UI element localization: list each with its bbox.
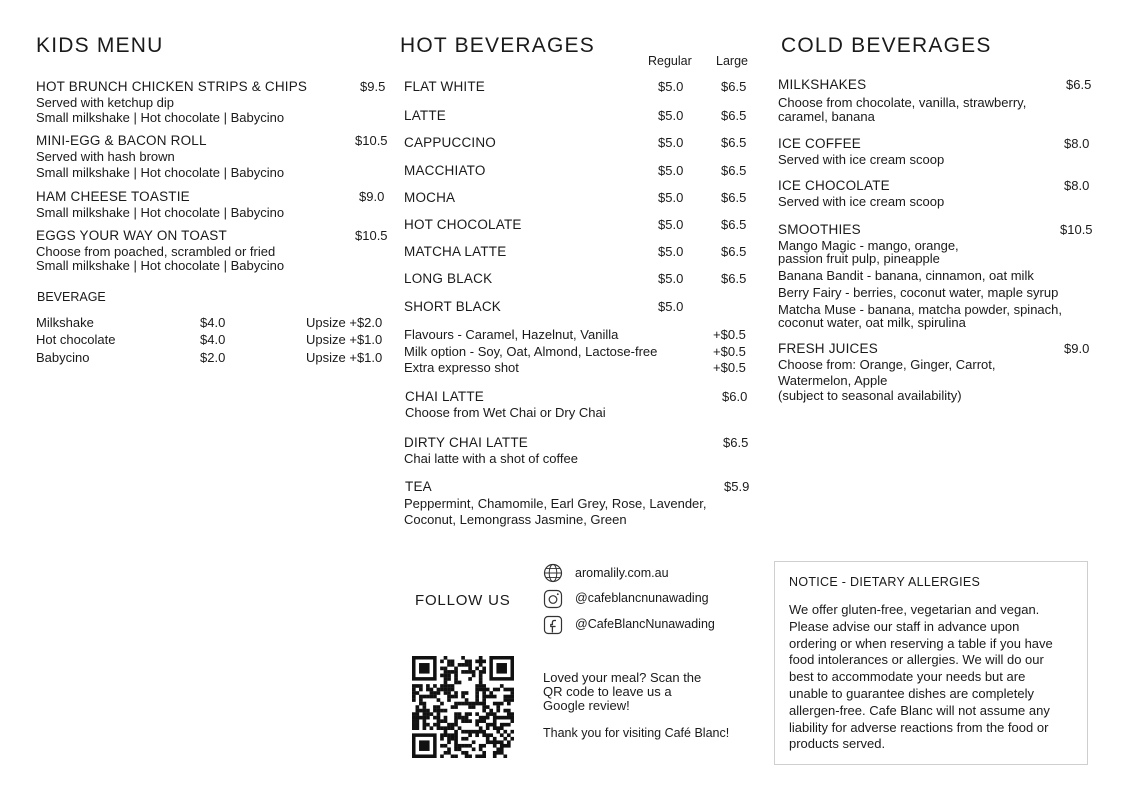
kids-beverage-name: Hot chocolate bbox=[36, 332, 116, 347]
hot-item-large: $6.5 bbox=[721, 271, 747, 286]
notice-line: products served. bbox=[789, 736, 886, 751]
hot-item-large: $6.5 bbox=[721, 135, 747, 150]
notice-line: best to accommodate your needs but are bbox=[789, 669, 1026, 684]
fresh-juices-name: FRESH JUICES bbox=[778, 341, 878, 356]
kids-item-price: $10.5 bbox=[355, 228, 388, 243]
kids-beverage-price: $4.0 bbox=[200, 332, 226, 347]
hot-item-regular: $5.0 bbox=[658, 163, 684, 178]
notice-line: We offer gluten-free, vegetarian and vegan. bbox=[789, 602, 1040, 617]
review-prompt: Google review! bbox=[543, 698, 630, 713]
facebook-link[interactable]: @CafeBlancNunawading bbox=[575, 617, 715, 631]
cold-beverages-heading: COLD BEVERAGES bbox=[781, 34, 992, 57]
notice-line: food intolerances or allergies. We will do our bbox=[789, 652, 1044, 667]
hot-item-regular: $5.0 bbox=[658, 79, 684, 94]
instagram-icon[interactable] bbox=[543, 589, 563, 609]
hot-item-large: $6.5 bbox=[721, 190, 747, 205]
ice-coffee-price: $8.0 bbox=[1064, 136, 1090, 151]
notice-line: liability for adverse reactions from the food or bbox=[789, 720, 1049, 735]
fresh-juices-price: $9.0 bbox=[1064, 341, 1090, 356]
kids-item-name: HOT BRUNCH CHICKEN STRIPS & CHIPS bbox=[36, 79, 308, 94]
notice-title: NOTICE - DIETARY ALLERGIES bbox=[789, 575, 981, 589]
kids-item-desc: Served with ketchup dip bbox=[36, 95, 175, 110]
globe-icon[interactable] bbox=[543, 563, 563, 583]
facebook-icon[interactable] bbox=[543, 615, 563, 635]
kids-item-name: HAM CHEESE TOASTIE bbox=[36, 189, 190, 204]
chai-latte-name: CHAI LATTE bbox=[405, 389, 485, 404]
col-regular-label: Regular bbox=[648, 54, 692, 68]
ice-chocolate-desc: Served with ice cream scoop bbox=[778, 194, 945, 209]
kids-item-desc: Small milkshake | Hot chocolate | Babycino bbox=[36, 110, 285, 125]
fresh-juices-desc: Watermelon, Apple bbox=[778, 373, 888, 388]
hot-beverages-heading: HOT BEVERAGES bbox=[400, 34, 595, 57]
hot-item-name: MACCHIATO bbox=[404, 163, 486, 178]
kids-item-price: $10.5 bbox=[355, 133, 388, 148]
kids-item-price: $9.0 bbox=[359, 189, 385, 204]
hot-item-large: $6.5 bbox=[721, 244, 747, 259]
extra-option-label: Extra expresso shot bbox=[404, 360, 519, 375]
tea-price: $5.9 bbox=[724, 479, 750, 494]
extra-option-price: +$0.5 bbox=[713, 327, 746, 342]
tea-desc: Coconut, Lemongrass Jasmine, Green bbox=[404, 512, 627, 527]
hot-item-large: $6.5 bbox=[721, 108, 747, 123]
kids-beverage-upsize: Upsize +$1.0 bbox=[306, 332, 383, 347]
smoothie-line: Berry Fairy - berries, coconut water, maple syrup bbox=[778, 285, 1059, 300]
hot-item-name: SHORT BLACK bbox=[404, 299, 501, 314]
smoothie-line: passion fruit pulp, pineapple bbox=[778, 251, 940, 266]
notice-line: Please advise our staff in advance upon bbox=[789, 619, 1020, 634]
chai-latte-desc: Choose from Wet Chai or Dry Chai bbox=[405, 405, 606, 420]
hot-item-regular: $5.0 bbox=[658, 244, 684, 259]
smoothie-line: Matcha Muse - banana, matcha powder, spinach, bbox=[778, 302, 1062, 317]
kids-beverage-upsize: Upsize +$1.0 bbox=[306, 350, 383, 365]
hot-item-name: MOCHA bbox=[404, 190, 456, 205]
hot-item-regular: $5.0 bbox=[658, 135, 684, 150]
kids-beverage-name: Milkshake bbox=[36, 315, 94, 330]
hot-item-regular: $5.0 bbox=[658, 217, 684, 232]
notice-line: allergen-free. Cafe Blanc will not assume any bbox=[789, 703, 1050, 718]
ice-chocolate-price: $8.0 bbox=[1064, 178, 1090, 193]
hot-item-regular: $5.0 bbox=[658, 108, 684, 123]
qr-code[interactable] bbox=[412, 656, 514, 758]
milkshakes-desc: Choose from chocolate, vanilla, strawberry, bbox=[778, 95, 1027, 110]
kids-beverage-name: Babycino bbox=[36, 350, 90, 365]
hot-item-name: LONG BLACK bbox=[404, 271, 493, 286]
hot-item-name: HOT CHOCOLATE bbox=[404, 217, 522, 232]
review-prompt: QR code to leave us a bbox=[543, 684, 672, 699]
kids-item-desc: Served with hash brown bbox=[36, 149, 175, 164]
hot-item-name: CAPPUCCINO bbox=[404, 135, 497, 150]
thank-you-note: Thank you for visiting Café Blanc! bbox=[543, 726, 730, 740]
notice-line: ordering or when reserving a table if you have bbox=[789, 636, 1053, 651]
dirty-chai-desc: Chai latte with a shot of coffee bbox=[404, 451, 578, 466]
allergy-notice-box bbox=[774, 561, 1088, 765]
hot-item-name: LATTE bbox=[404, 108, 447, 123]
tea-name: TEA bbox=[405, 479, 432, 494]
extra-option-price: +$0.5 bbox=[713, 344, 746, 359]
kids-item-desc: Choose from poached, scrambled or fried bbox=[36, 244, 276, 259]
hot-item-large: $6.5 bbox=[721, 79, 747, 94]
hot-item-regular: $5.0 bbox=[658, 299, 684, 314]
dirty-chai-name: DIRTY CHAI LATTE bbox=[404, 435, 528, 450]
chai-latte-price: $6.0 bbox=[722, 389, 748, 404]
website-link[interactable]: aromalily.com.au bbox=[575, 566, 669, 580]
kids-beverage-price: $2.0 bbox=[200, 350, 226, 365]
fresh-juices-desc: Choose from: Orange, Ginger, Carrot, bbox=[778, 357, 996, 372]
kids-beverage-price: $4.0 bbox=[200, 315, 226, 330]
milkshakes-price: $6.5 bbox=[1066, 77, 1092, 92]
extra-option-label: Flavours - Caramel, Hazelnut, Vanilla bbox=[404, 327, 619, 342]
smoothie-line: Banana Bandit - banana, cinnamon, oat milk bbox=[778, 268, 1034, 283]
ice-coffee-desc: Served with ice cream scoop bbox=[778, 152, 945, 167]
extra-option-label: Milk option - Soy, Oat, Almond, Lactose-free bbox=[404, 344, 658, 359]
smoothies-price: $10.5 bbox=[1060, 222, 1093, 237]
kids-item-price: $9.5 bbox=[360, 79, 386, 94]
kids-beverage-upsize: Upsize +$2.0 bbox=[306, 315, 383, 330]
kids-item-desc: Small milkshake | Hot chocolate | Babycino bbox=[36, 258, 285, 273]
hot-item-name: FLAT WHITE bbox=[404, 79, 486, 94]
smoothie-line: Mango Magic - mango, orange, bbox=[778, 238, 959, 253]
ice-chocolate-name: ICE CHOCOLATE bbox=[778, 178, 890, 193]
kids-beverage-heading: BEVERAGE bbox=[37, 290, 106, 304]
hot-item-regular: $5.0 bbox=[658, 271, 684, 286]
review-prompt: Loved your meal? Scan the bbox=[543, 670, 702, 685]
instagram-link[interactable]: @cafeblancnunawading bbox=[575, 591, 709, 605]
kids-item-name: MINI-EGG & BACON ROLL bbox=[36, 133, 207, 148]
follow-us-label: FOLLOW US bbox=[415, 592, 511, 609]
tea-desc: Peppermint, Chamomile, Earl Grey, Rose, Lavender, bbox=[404, 496, 707, 511]
hot-item-name: MATCHA LATTE bbox=[404, 244, 507, 259]
smoothies-name: SMOOTHIES bbox=[778, 222, 861, 237]
hot-item-large: $6.5 bbox=[721, 163, 747, 178]
hot-item-regular: $5.0 bbox=[658, 190, 684, 205]
smoothie-line: coconut water, oat milk, spirulina bbox=[778, 315, 966, 330]
kids-item-name: EGGS YOUR WAY ON TOAST bbox=[36, 228, 227, 243]
notice-line: unable to guarantee dishes are completely bbox=[789, 686, 1034, 701]
ice-coffee-name: ICE COFFEE bbox=[778, 136, 862, 151]
kids-item-desc: Small milkshake | Hot chocolate | Babycino bbox=[36, 205, 285, 220]
milkshakes-desc: caramel, banana bbox=[778, 109, 875, 124]
kids-item-desc: Small milkshake | Hot chocolate | Babycino bbox=[36, 165, 285, 180]
milkshakes-name: MILKSHAKES bbox=[778, 77, 867, 92]
kids-menu-heading: KIDS MENU bbox=[36, 34, 164, 57]
hot-item-large: $6.5 bbox=[721, 217, 747, 232]
extra-option-price: +$0.5 bbox=[713, 360, 746, 375]
dirty-chai-price: $6.5 bbox=[723, 435, 749, 450]
col-large-label: Large bbox=[716, 54, 748, 68]
fresh-juices-desc: (subject to seasonal availability) bbox=[778, 388, 962, 403]
